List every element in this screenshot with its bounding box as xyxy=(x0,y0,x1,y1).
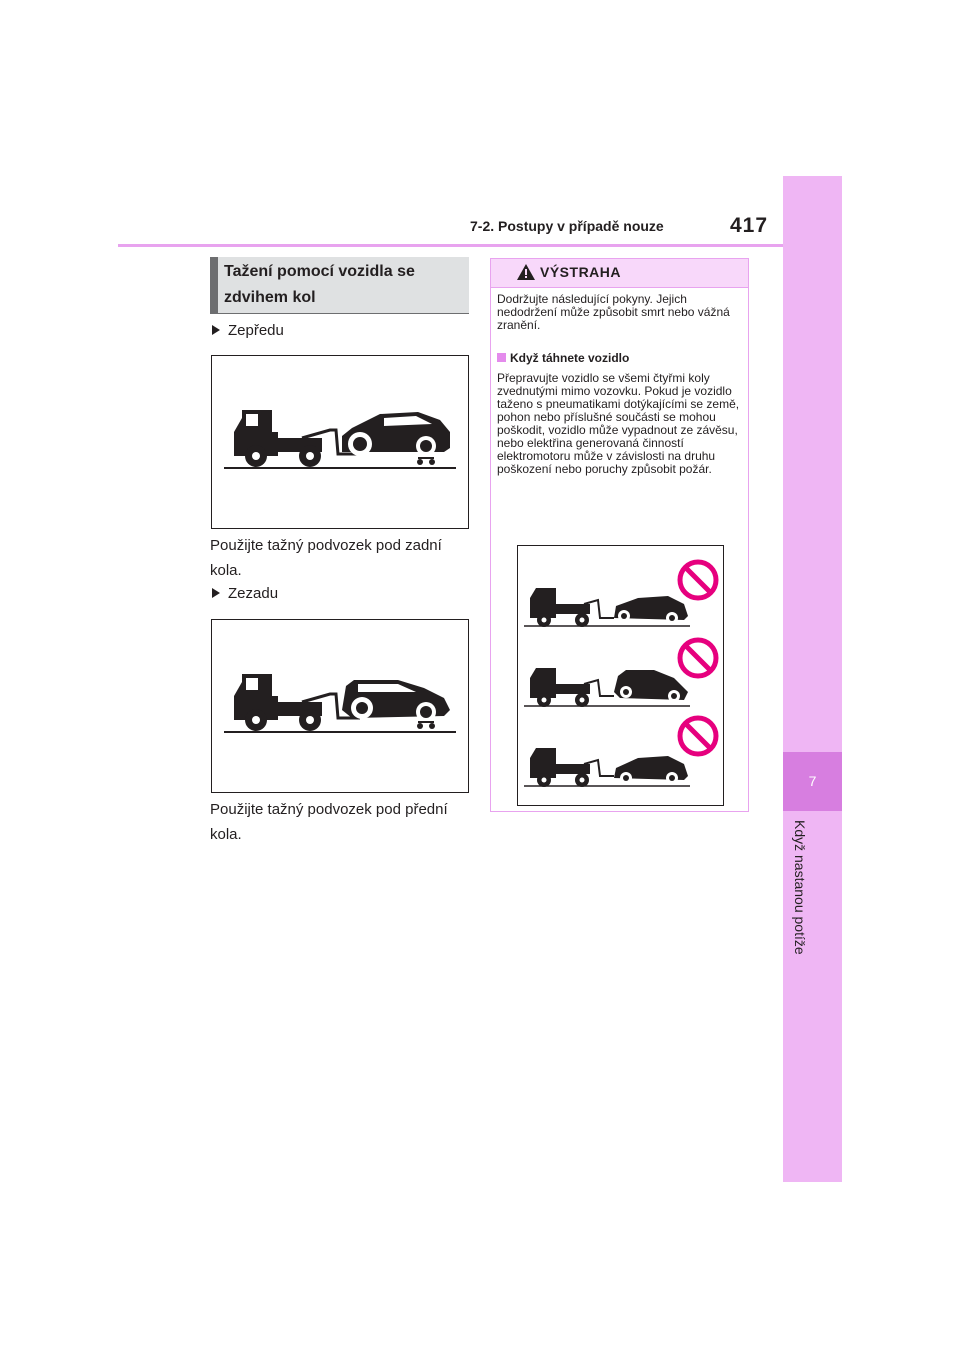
chapter-title: Když nastanou potíže xyxy=(792,820,808,955)
list-item-front xyxy=(212,322,284,339)
list-item-label: Zezadu xyxy=(228,585,279,602)
description-front: Použijte tažný podvozek pod zadní kola. xyxy=(210,537,442,579)
square-bullet-icon xyxy=(497,353,506,362)
warning-triangle-icon xyxy=(516,263,536,286)
warning-body: Přepravujte vozidlo se všemi čtyřmi koly zvednutými mimo vozovku. Pokud je vozidlo taženo s pneumatikami dotýkajícími se země, pohon nebo příslušné součásti se mohou poškodit, vozidlo může vypadnout ze závěsu, nebo elektřina generovaná činností elektromotoru může v závislosti na druhu poškození nebo poruchy způsobit požár. xyxy=(497,371,740,476)
tow-truck-rear-lift-illustration xyxy=(211,619,469,793)
prohibited-row-2 xyxy=(524,640,716,707)
tow-truck-front-lift-illustration xyxy=(211,355,469,529)
prohibited-towing-methods-illustration xyxy=(517,545,724,806)
arrow-bullet-icon xyxy=(212,325,220,335)
section-heading-bar xyxy=(210,257,218,313)
prohibited-row-3 xyxy=(524,718,716,787)
prohibited-row-1 xyxy=(524,562,716,627)
list-item-label: Zepředu xyxy=(228,322,284,339)
page-number: 417 xyxy=(730,214,769,237)
running-header-section: 7-2. Postupy v případě nouze xyxy=(470,218,664,234)
warning-intro: Dodržujte následující pokyny. Jejich nedodržení může způsobit smrt nebo vážná zranění. xyxy=(497,292,730,332)
chapter-number: 7 xyxy=(808,773,817,789)
chapter-side-tab xyxy=(783,176,842,1182)
warning-subheading-text: Když táhnete vozidlo xyxy=(510,351,630,365)
list-item-rear xyxy=(212,585,278,602)
warning-title: VÝSTRAHA xyxy=(540,264,622,280)
description-rear: Použijte tažný podvozek pod přední kola. xyxy=(210,801,448,843)
warning-subheading xyxy=(497,352,743,365)
section-heading: Tažení pomocí vozidla se zdvihem kol xyxy=(224,263,415,306)
header-rule xyxy=(118,244,783,247)
arrow-bullet-icon xyxy=(212,588,220,598)
